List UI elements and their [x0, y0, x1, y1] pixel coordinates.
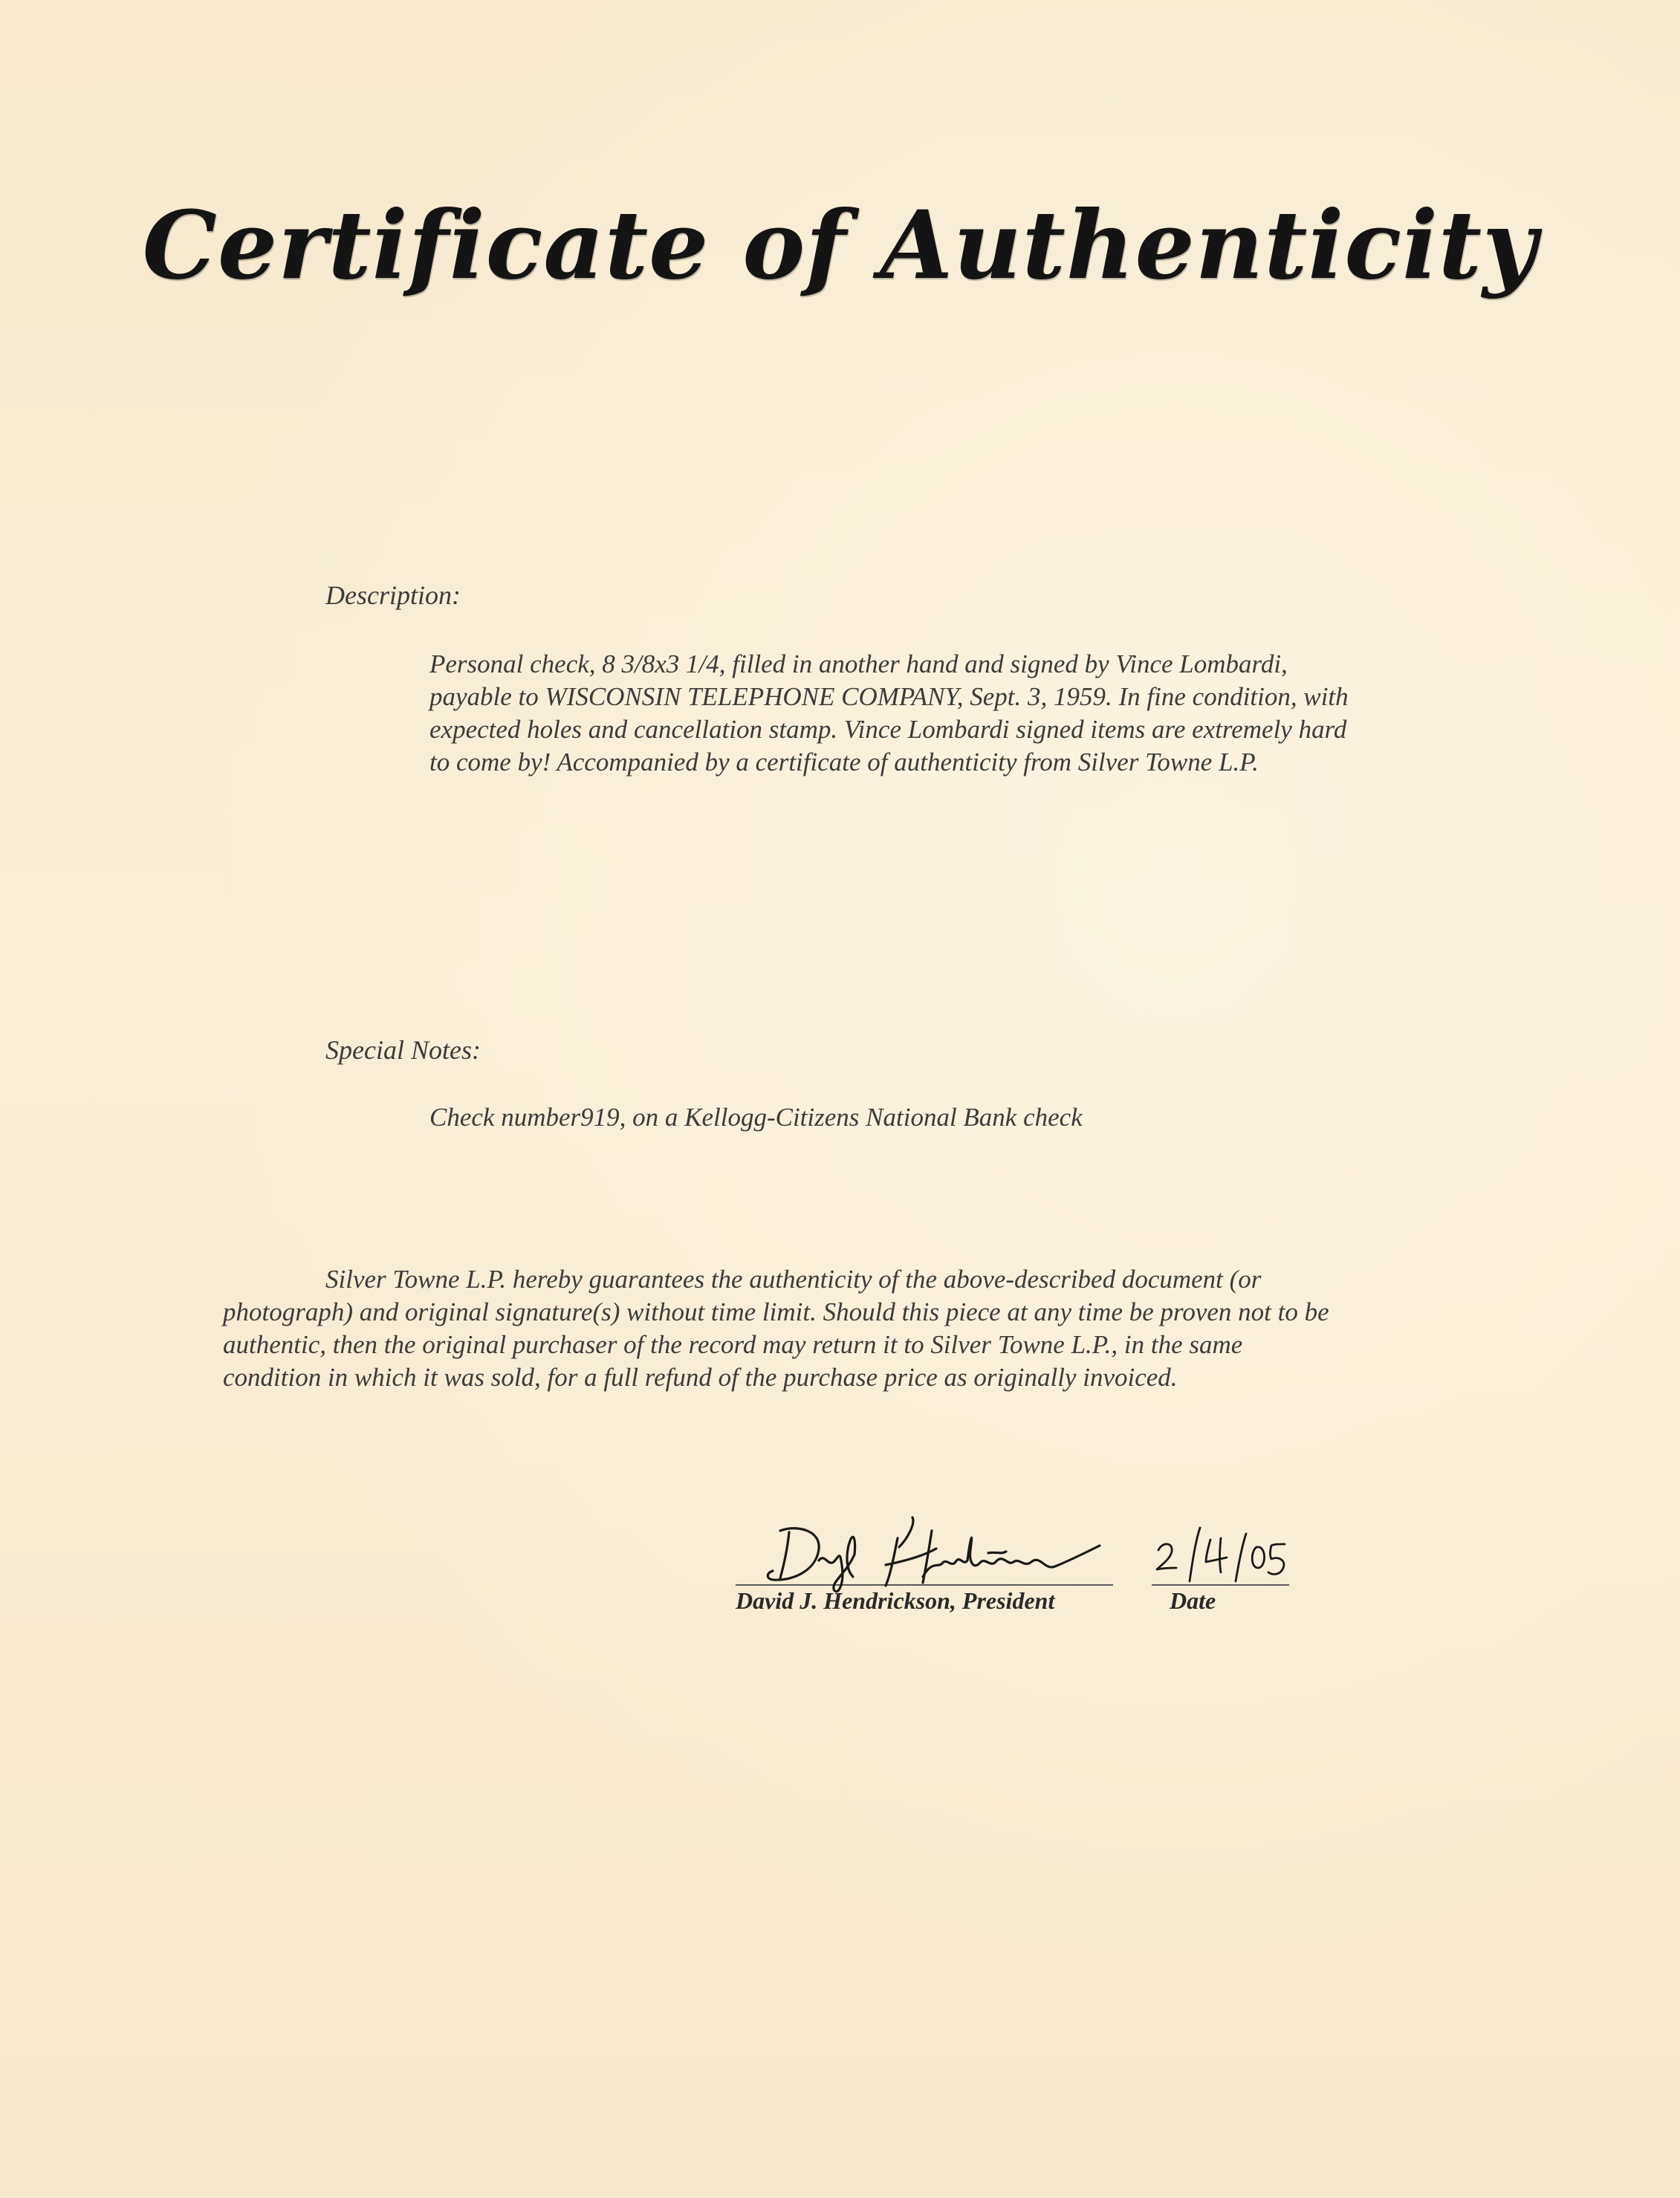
guarantee-line: condition in which it was sold, for a full refund of the purchase price as originally invoiced.: [223, 1363, 1178, 1392]
handwritten-signature: [750, 1508, 1137, 1598]
description-line: Personal check, 8 3/8x3 1/4, filled in another hand and signed by Vince Lombardi,: [429, 649, 1288, 678]
guarantee-line: authentic, then the original purchaser of the record may return it to Silver Towne L.P., in the same: [223, 1330, 1243, 1359]
date-caption: Date: [1170, 1587, 1216, 1614]
description-label: Description:: [325, 580, 461, 610]
signer-caption: David J. Hendrickson, President: [736, 1587, 1055, 1614]
special-notes-text: Check number919, on a Kellogg-Citizens National Bank check: [429, 1103, 1083, 1132]
description-line: expected holes and cancellation stamp. Vince Lombardi signed items are extremely hard: [429, 715, 1347, 744]
special-notes-label: Special Notes:: [325, 1035, 481, 1065]
handwritten-date: [1148, 1516, 1297, 1598]
description-line: payable to WISCONSIN TELEPHONE COMPANY, Sept. 3, 1959. In fine condition, with: [429, 682, 1349, 711]
certificate-title: Certificate of Authenticity: [142, 190, 1538, 300]
description-line: to come by! Accompanied by a certificate of authenticity from Silver Towne L.P.: [429, 748, 1259, 777]
guarantee-line: Silver Towne L.P. hereby guarantees the authenticity of the above-described document (or: [325, 1265, 1262, 1294]
guarantee-line: photograph) and original signature(s) without time limit. Should this piece at any time be proven not to be: [223, 1297, 1329, 1326]
